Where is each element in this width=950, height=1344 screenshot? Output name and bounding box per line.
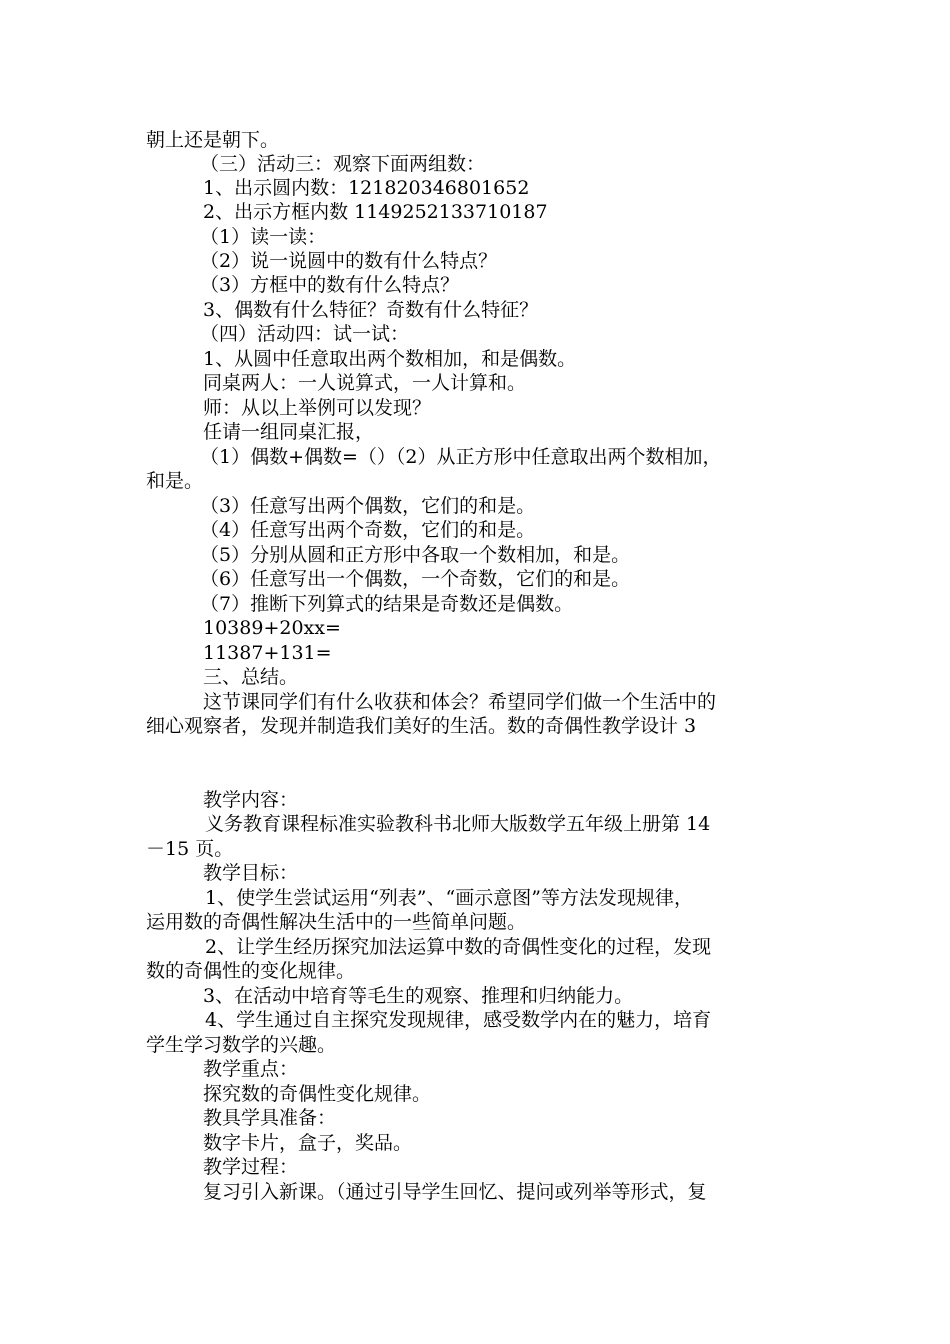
text-line: 教具学具准备： [203, 1107, 337, 1129]
text-line: 3、偶数有什么特征？奇数有什么特征？ [203, 299, 539, 321]
text-line: 朝上还是朝下。 [146, 129, 280, 151]
text-line: （四）活动四：试一试： [200, 323, 410, 345]
text-line: 师：从以上举例可以发现？ [203, 397, 432, 419]
text-line: 1、使学生尝试运用“列表”、“画示意图”等方法发现规律， [205, 887, 693, 909]
text-line: 数字卡片，盒子，奖品。 [203, 1132, 413, 1154]
text-line: （3）方框中的数有什么特点？ [200, 274, 460, 296]
text-line: 同桌两人：一人说算式，一人计算和。 [203, 372, 527, 394]
text-line: 1、从圆中任意取出两个数相加，和是偶数。 [203, 348, 577, 370]
text-line: （7）推断下列算式的结果是奇数还是偶数。 [200, 593, 574, 615]
text-line: 2、出示方框内数 1149252133710187 [203, 201, 548, 223]
text-line: 和是。 [146, 470, 204, 492]
text-line: （6）任意写出一个偶数，一个奇数，它们的和是。 [200, 568, 631, 590]
text-line: 4、学生通过自主探究发现规律，感受数学内在的魅力，培育 [205, 1009, 712, 1031]
text-line: 这节课同学们有什么收获和体会？希望同学们做一个生活中的 [203, 691, 717, 713]
text-line: （4）任意写出两个奇数，它们的和是。 [200, 519, 536, 541]
text-line: 任请一组同桌汇报， [203, 421, 375, 443]
text-line: （三）活动三：观察下面两组数： [200, 153, 486, 175]
text-line: 教学目标： [203, 862, 299, 884]
text-line: 义务教育课程标准实验教科书北师大版数学五年级上册第 14 [205, 813, 711, 835]
text-line: 细心观察者，发现并制造我们美好的生活。数的奇偶性教学设计 3 [146, 715, 697, 737]
text-line: （1）读一读： [200, 226, 327, 248]
text-line: 3、在活动中培育等毛生的观察、推理和归纳能力。 [203, 985, 634, 1007]
text-line: 10389+20xx= [203, 617, 341, 639]
text-line: －15 页。 [146, 838, 234, 860]
text-line: 教学过程： [203, 1156, 299, 1178]
text-line: 11387+131= [203, 642, 332, 664]
text-line: 教学内容： [203, 789, 299, 811]
text-line: 2、让学生经历探究加法运算中数的奇偶性变化的过程，发现 [205, 936, 712, 958]
text-line: 探究数的奇偶性变化规律。 [203, 1083, 432, 1105]
text-line: （2）说一说圆中的数有什么特点？ [200, 250, 498, 272]
text-line: 学生学习数学的兴趣。 [146, 1034, 337, 1056]
text-line: （1）偶数+偶数=（）（2）从正方形中任意取出两个数相加， [200, 446, 722, 468]
text-line: 复习引入新课。（通过引导学生回忆、提问或列举等形式，复 [203, 1181, 707, 1203]
text-line: 1、出示圆内数：121820346801652 [203, 177, 530, 199]
text-line: （5）分别从圆和正方形中各取一个数相加，和是。 [200, 544, 631, 566]
text-line: 教学重点： [203, 1058, 299, 1080]
text-line: 三、总结。 [203, 666, 299, 688]
text-line: 数的奇偶性的变化规律。 [146, 960, 356, 982]
text-line: （3）任意写出两个偶数，它们的和是。 [200, 495, 536, 517]
text-line: 运用数的奇偶性解决生活中的一些简单问题。 [146, 911, 527, 933]
